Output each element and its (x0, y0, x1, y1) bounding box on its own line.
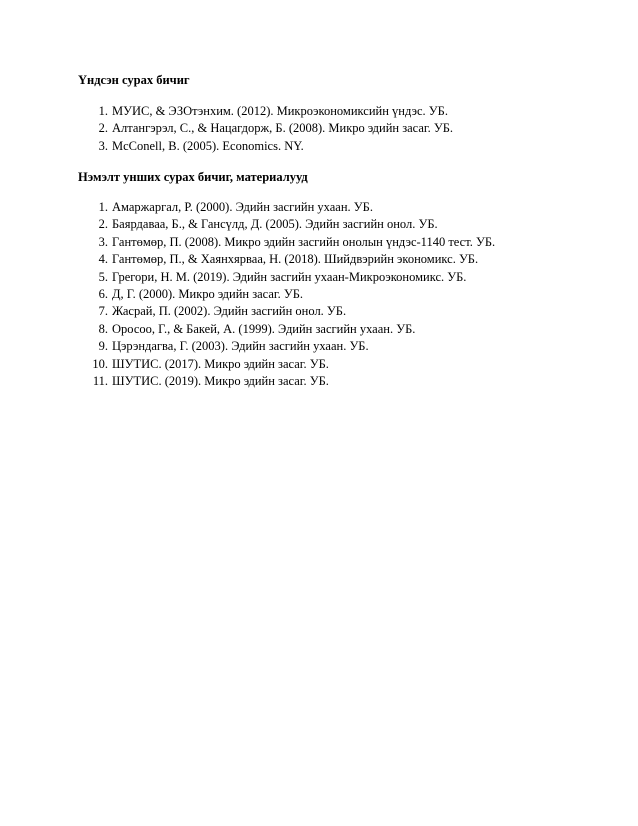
list-item-number: 8. (98, 321, 108, 336)
list-item-number: 1. (98, 104, 108, 118)
list-item-number: 1. (98, 200, 108, 214)
list-item-text: Жасрай, П. (2002). Эдийн засгийн онол. УБ. (112, 304, 347, 319)
list-item-number: 3. (98, 138, 108, 153)
list-item-number: 6. (98, 286, 108, 301)
list-item-number: 11. (92, 373, 108, 388)
list-item-text: МУИС, & ЭЗОтэнхим. (2012). Микроэкономиксийн үндэс. УБ. (112, 104, 448, 118)
list-item-text: Амаржаргал, Р. (2000). Эдийн засгийн ухаан. УБ. (112, 200, 373, 214)
list-item-number: 7. (98, 304, 108, 319)
list-item-number: 5. (98, 269, 108, 284)
additional-materials-heading: Нэмэлт унших сурах бичиг, материалууд (78, 170, 308, 184)
list-item-text: Баярдаваа, Б., & Гансүлд, Д. (2005). Эдийн засгийн онол. УБ. (112, 217, 438, 232)
list-item-text: Цэрэндагва, Г. (2003). Эдийн засгийн ухаан. УБ. (112, 339, 369, 354)
main-textbooks-heading: Үндсэн сурах бичиг (78, 73, 190, 87)
list-item-text: ШУТИС. (2017). Микро эдийн засаг. УБ. (112, 356, 329, 371)
list-item-text: Алтангэрэл, С., & Нацагдорж, Б. (2008). Микро эдийн засаг. УБ. (112, 121, 454, 136)
list-item-text: Гантөмөр, П. (2008). Микро эдийн засгийн онолын үндэс-1140 тест. УБ. (112, 234, 496, 249)
list-item-text: Гантөмөр, П., & Хаянхярваа, Н. (2018). Шийдвэрийн экономикс. УБ. (112, 252, 479, 267)
list-item-text: Оросоо, Г., & Бакей, А. (1999). Эдийн засгийн ухаан. УБ. (112, 321, 416, 336)
list-item-number: 4. (98, 252, 108, 267)
list-item-number: 2. (98, 217, 108, 232)
list-item-text: McConell, B. (2005). Economics. NY. (112, 138, 304, 153)
list-item-text: Д, Г. (2000). Микро эдийн засаг. УБ. (112, 286, 304, 301)
list-item-number: 2. (98, 121, 108, 136)
list-item-text: Грегори, Н. М. (2019). Эдийн засгийн ухаан-Микроэкономикс. УБ. (112, 269, 467, 284)
list-item-number: 3. (98, 234, 108, 249)
list-item-text: ШУТИС. (2019). Микро эдийн засаг. УБ. (112, 373, 329, 388)
list-item-number: 9. (98, 339, 108, 354)
list-item-number: 10. (92, 356, 108, 371)
